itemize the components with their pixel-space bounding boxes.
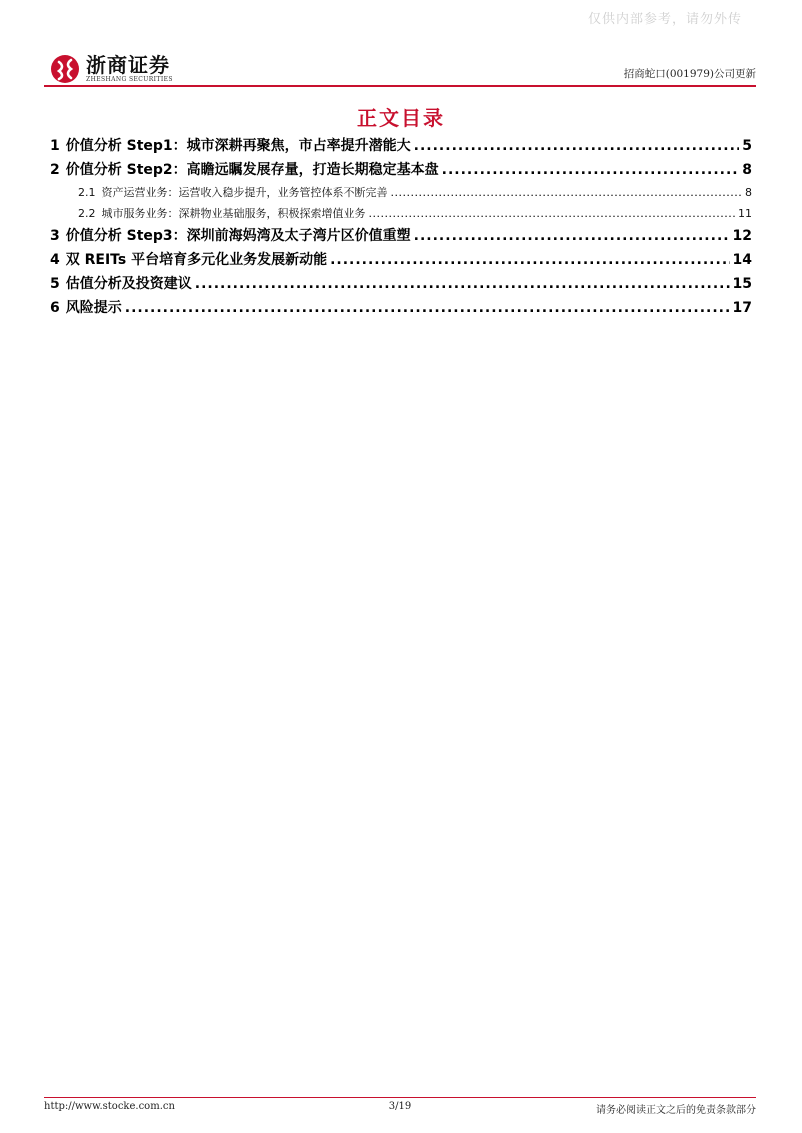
toc-entry-page: 14 [732,252,752,268]
toc-entry-number: 2.2 [78,207,96,220]
toc-entry-number: 2 [50,162,60,178]
toc-leader-dots [369,203,736,224]
toc-entry-number: 5 [50,276,60,292]
toc-subentry[interactable] [50,182,752,203]
toc-entry-number: 3 [50,228,60,244]
toc-entry-page: 5 [742,138,752,154]
logo-chinese-name: 浙商证券 [86,53,170,77]
toc-entry-page: 15 [732,276,752,292]
toc-entry-text: 价值分析 Step3：深圳前海妈湾及太子湾片区价值重塑 [65,228,411,244]
toc-entry-page: 17 [732,300,752,316]
toc-leader-dots [391,182,743,203]
page-number: 3/19 [388,1101,412,1112]
logo-emblem-icon [50,54,80,84]
report-tag: 招商蛇口(001979)公司更新 [623,68,756,80]
toc-leader-dots [195,272,730,296]
toc-subentry[interactable] [50,203,752,224]
header-divider [44,85,756,87]
toc-leader-dots [414,224,730,248]
toc-entry[interactable] [50,158,752,182]
toc-entry-page: 12 [732,228,752,244]
toc-entry-text: 估值分析及投资建议 [65,276,192,292]
toc-entry[interactable] [50,224,752,248]
toc-leader-dots [414,134,740,158]
toc-entry-text: 双 REITs 平台培育多元化业务发展新动能 [65,252,328,268]
toc-entry-page: 8 [745,186,752,199]
toc-title: 正文目录 [357,106,445,130]
table-of-contents [50,134,752,320]
toc-leader-dots [125,296,730,320]
toc-entry-number: 6 [50,300,60,316]
toc-entry-number: 4 [50,252,60,268]
toc-entry-text: 价值分析 Step2：高瞻远瞩发展存量，打造长期稳定基本盘 [65,162,439,178]
toc-entry-page: 11 [738,207,752,220]
toc-entry-text: 资产运营业务：运营收入稳步提升，业务管控体系不断完善 [101,186,388,199]
footer-disclaimer: 请务必阅读正文之后的免责条款部分 [596,1105,756,1116]
page-header [44,48,756,86]
toc-entry-text: 城市服务业务：深耕物业基础服务，积极探索增值业务 [101,207,366,220]
logo-english-name: ZHESHANG SECURITIES [86,76,173,83]
toc-entry-text: 风险提示 [65,300,122,316]
toc-leader-dots [330,248,729,272]
toc-entry-text: 价值分析 Step1：城市深耕再聚焦，市占率提升潜能大 [65,138,411,154]
company-logo [50,52,173,86]
footer-divider [44,1097,756,1098]
footer-url-link[interactable]: http://www.stocke.com.cn [44,1101,175,1112]
watermark: 仅供内部参考，请勿外传 [587,12,742,27]
toc-entry-page: 8 [742,162,752,178]
toc-entry-number: 1 [50,138,60,154]
toc-entry[interactable] [50,296,752,320]
toc-entry[interactable] [50,272,752,296]
toc-entry-number: 2.1 [78,186,96,199]
toc-leader-dots [442,158,740,182]
toc-entry[interactable] [50,134,752,158]
toc-entry[interactable] [50,248,752,272]
